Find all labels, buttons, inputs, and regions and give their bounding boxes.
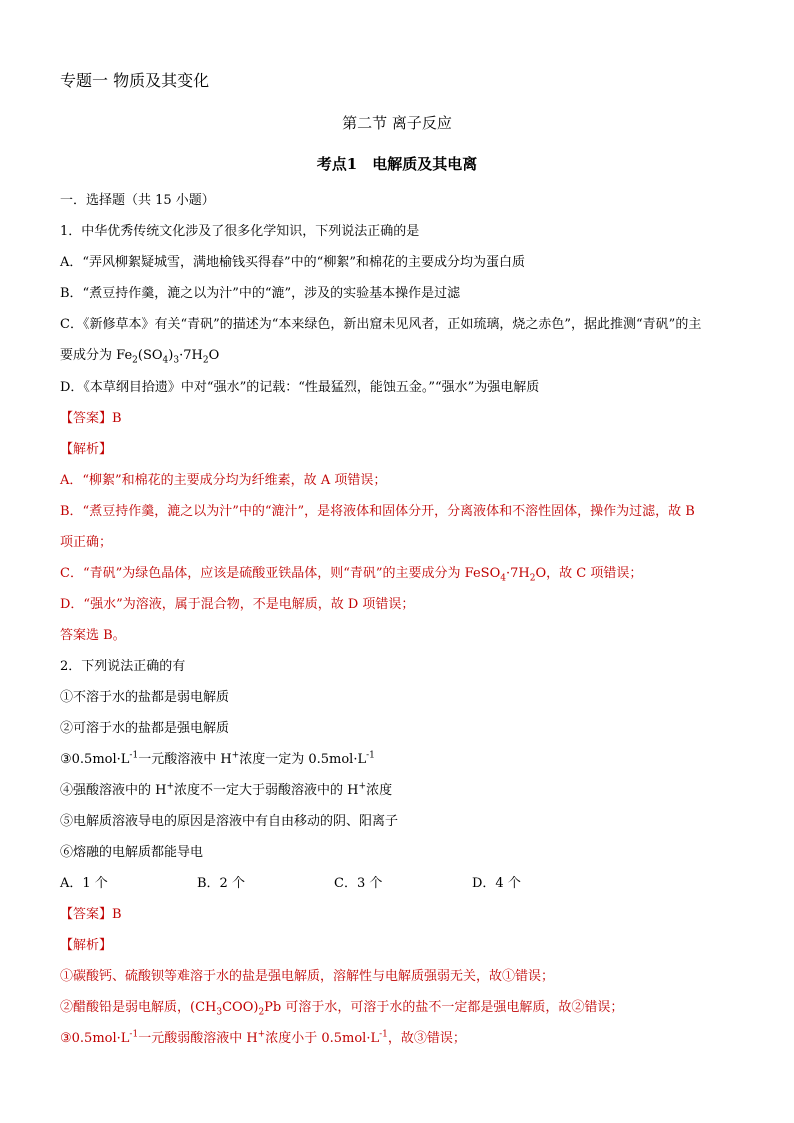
formula-sup: -1 bbox=[129, 1029, 139, 1040]
q2-statement-3 bbox=[60, 752, 375, 768]
formula-sup: -1 bbox=[366, 750, 375, 761]
q2-a2-suffix: Pb 可溶于水，可溶于水的盐不一定都是强电解质，故②错误； bbox=[264, 1000, 624, 1015]
formula-sup: + bbox=[257, 1029, 266, 1040]
q1-option-c-prefix: 要成分为 bbox=[60, 348, 117, 363]
q1-analysis-c-mid: ·7H bbox=[505, 566, 530, 581]
q2-analysis-3 bbox=[60, 1031, 466, 1047]
q2-option-d: D．4 个 bbox=[472, 876, 521, 891]
section-title: 第二节 离子反应 bbox=[342, 114, 452, 132]
q1-analysis-c bbox=[60, 566, 642, 582]
q2-a3-prefix: ③0.5mol·L bbox=[60, 1031, 130, 1046]
q1-analysis-b-line1: B．“煮豆持作羹，漉之以为汁”中的“漉汁”，是将液体和固体分开，分离液体和不溶性固体，操作为过滤，故 B bbox=[60, 504, 695, 519]
formula-sub: 4 bbox=[500, 573, 506, 584]
q2-s3-prefix: ③0.5mol·L bbox=[60, 752, 130, 767]
formula-sub: 3 bbox=[173, 355, 180, 366]
q1-conclusion: 答案选 B。 bbox=[60, 628, 126, 643]
formula-o: O bbox=[208, 348, 220, 363]
formula-sub: 2 bbox=[529, 573, 536, 584]
q2-statement-5: ⑤电解质溶液导电的原因是溶液中有自由移动的阴、阳离子 bbox=[60, 814, 399, 829]
q1-analysis-b-line2: 项正确； bbox=[60, 535, 113, 550]
q2-a3-mid: 一元酸弱酸溶液中 H bbox=[138, 1031, 258, 1046]
q2-analysis-2 bbox=[60, 1000, 623, 1016]
part-title: 一．选择题（共 15 小题） bbox=[60, 193, 215, 208]
q1-option-c-line1: C．《新修草本》有关“青矾”的描述为“本来绿色，新出窟未见风者，正如琉璃，烧之赤色”，据此推测“青矾”的主 bbox=[60, 317, 702, 332]
q1-analysis-d: D．“强水”为溶液，属于混合物，不是电解质，故 D 项错误； bbox=[60, 597, 415, 612]
formula-sup: + bbox=[231, 750, 240, 761]
q2-option-b: B．2 个 bbox=[197, 876, 245, 891]
topic-title: 专题一 物质及其变化 bbox=[60, 71, 210, 90]
q2-answer: 【答案】B bbox=[60, 907, 122, 922]
q2-s3-mid: 一元酸溶液中 H bbox=[138, 752, 232, 767]
q2-statement-6: ⑥熔融的电解质都能导电 bbox=[60, 845, 204, 860]
q2-a3-suffix: ，故③错误； bbox=[387, 1031, 466, 1046]
q2-a3-mid2: 浓度小于 0.5mol·L bbox=[265, 1031, 380, 1046]
q2-statement-4 bbox=[60, 783, 392, 799]
formula-fe: Fe bbox=[116, 348, 133, 363]
formula-so4: (SO bbox=[137, 348, 163, 363]
q2-statement-2: ②可溶于水的盐都是强电解质 bbox=[60, 721, 230, 736]
q2-s3-mid2: 浓度一定为 0.5mol·L bbox=[239, 752, 367, 767]
formula-paren: ) bbox=[168, 348, 174, 363]
q2-s4-suffix: 浓度 bbox=[366, 783, 393, 798]
formula-sup: + bbox=[166, 781, 175, 792]
q1-analysis-label: 【解析】 bbox=[60, 442, 113, 457]
q1-answer: 【答案】B bbox=[60, 411, 122, 426]
q2-statement-1: ①不溶于水的盐都是弱电解质 bbox=[60, 690, 230, 705]
q2-a2-prefix: ②醋酸铅是弱电解质，(CH bbox=[60, 1000, 217, 1015]
q2-a2-mid: COO) bbox=[222, 1000, 259, 1015]
formula-sub: 3 bbox=[216, 1007, 223, 1018]
q1-analysis-a: A．“柳絮”和棉花的主要成分均为纤维素，故 A 项错误； bbox=[60, 473, 387, 488]
formula-sub: 2 bbox=[132, 355, 138, 366]
formula-sup: + bbox=[358, 781, 367, 792]
q2-stem: 2．下列说法正确的有 bbox=[60, 659, 186, 674]
q1-analysis-c-suffix: O，故 C 项错误； bbox=[535, 566, 643, 581]
formula-sub: 4 bbox=[162, 355, 169, 366]
q1-option-a: A．“弄风柳絮疑城雪，满地榆钱买得春”中的“柳絮”和棉花的主要成分均为蛋白质 bbox=[60, 255, 525, 270]
q1-option-c-line2 bbox=[60, 348, 219, 364]
formula-sup: -1 bbox=[129, 750, 139, 761]
point-title: 考点1 电解质及其电离 bbox=[316, 155, 478, 173]
q2-s4-prefix: ④强酸溶液中的 H bbox=[60, 783, 167, 798]
q2-s4-mid: 浓度不一定大于弱酸溶液中的 H bbox=[174, 783, 359, 798]
q1-analysis-c-prefix: C．“青矾”为绿色晶体，应该是硫酸亚铁晶体，则“青矾”的主要成分为 FeSO bbox=[60, 566, 501, 581]
q2-analysis-label: 【解析】 bbox=[60, 938, 113, 953]
formula-water: 7H bbox=[183, 348, 203, 363]
formula-sup: -1 bbox=[379, 1029, 388, 1040]
q2-option-c: C．3 个 bbox=[334, 876, 383, 891]
q1-option-b: B．“煮豆持作羹，漉之以为汁”中的“漉”，涉及的实验基本操作是过滤 bbox=[60, 286, 461, 301]
formula-sub: 2 bbox=[202, 355, 209, 366]
formula-dot: · bbox=[179, 348, 184, 363]
q1-stem: 1．中华优秀传统文化涉及了很多化学知识，下列说法正确的是 bbox=[60, 224, 420, 239]
formula-sub: 2 bbox=[258, 1007, 265, 1018]
q2-option-a: A．1 个 bbox=[60, 876, 108, 891]
q1-option-d: D．《本草纲目拾遗》中对“强水”的记载：“性最猛烈，能蚀五金。”“强水”为强电解质 bbox=[60, 380, 540, 395]
q2-analysis-1: ①碳酸钙、硫酸钡等难溶于水的盐是强电解质，溶解性与电解质强弱无关，故①错误； bbox=[60, 969, 555, 984]
